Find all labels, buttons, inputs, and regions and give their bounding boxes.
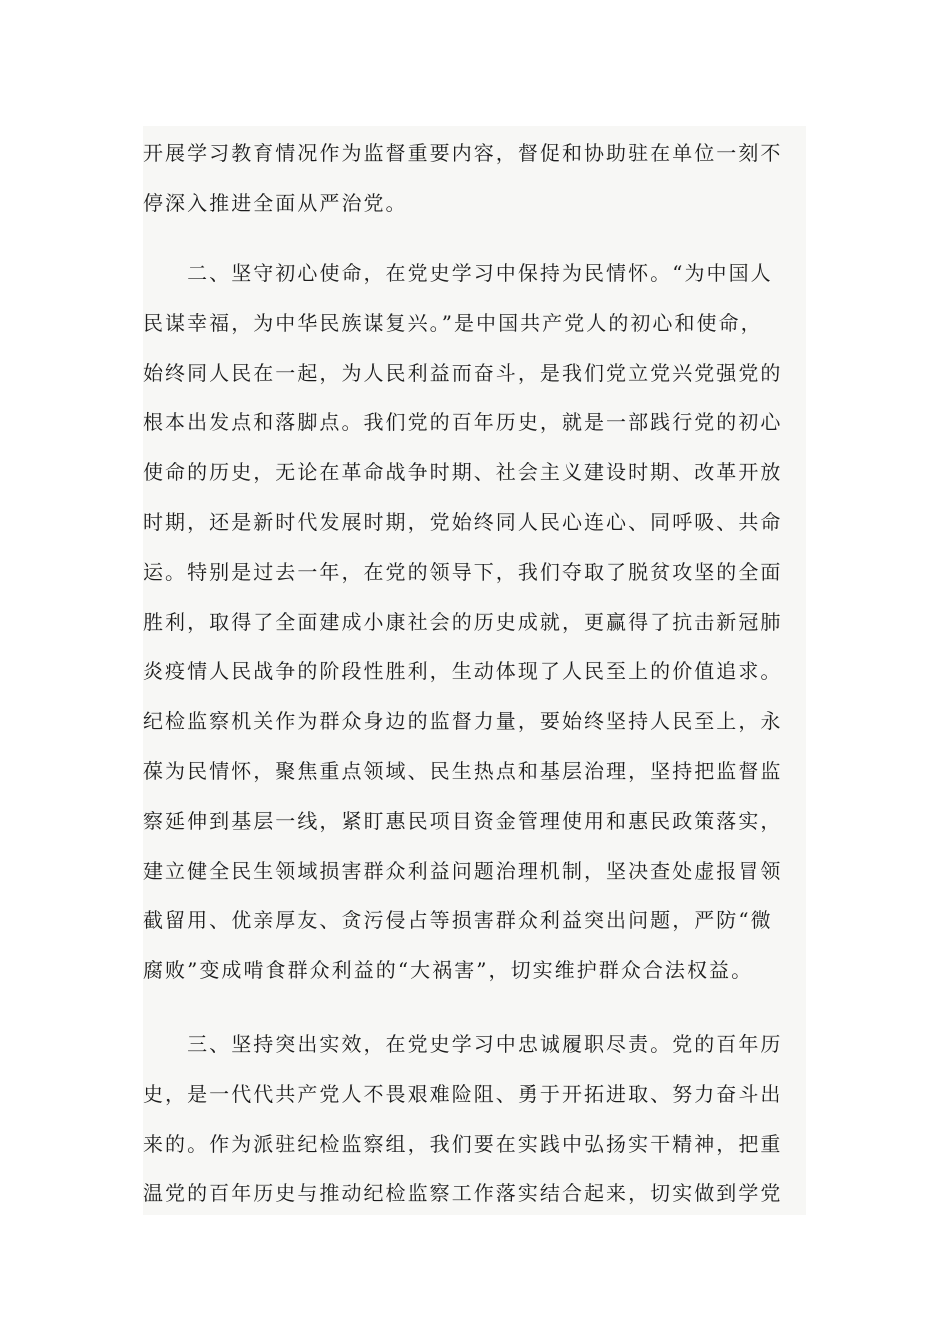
- text-line: 运。特别是过去一年，在党的领导下，我们夺取了脱贫攻坚的全面: [143, 559, 783, 584]
- text-line: 截留用、优亲厚友、贪污侵占等损害群众利益突出问题，严防“微: [143, 908, 773, 933]
- text-line: 史，是一代代共产党人不畏艰难险阻、勇于开拓进取、努力奋斗出: [143, 1081, 783, 1106]
- paragraph-2: [143, 249, 782, 996]
- text-line: 建立健全民生领域损害群众利益问题治理机制，坚决查处虚报冒领: [143, 858, 783, 883]
- text-line: 根本出发点和落脚点。我们党的百年历史，就是一部践行党的初心: [143, 410, 783, 435]
- document-text-area: [143, 126, 806, 1215]
- paragraph-1: [143, 129, 782, 229]
- text-line: 温党的百年历史与推动纪检监察工作落实结合起来，切实做到学党: [143, 1181, 783, 1206]
- text-line: 胜利，取得了全面建成小康社会的历史成就，更赢得了抗击新冠肺: [143, 609, 783, 634]
- text-line: 始终同人民在一起，为人民利益而奋斗，是我们党立党兴党强党的: [143, 360, 783, 385]
- text-line: 来的。作为派驻纪检监察组，我们要在实践中弘扬实干精神，把重: [143, 1131, 783, 1156]
- text-line: 炎疫情人民战争的阶段性胜利，生动体现了人民至上的价值追求。: [143, 659, 783, 684]
- text-line: 使命的历史，无论在革命战争时期、社会主义建设时期、改革开放: [143, 460, 783, 485]
- text-line: 停深入推进全面从严治党。: [143, 190, 408, 215]
- text-line: 纪检监察机关作为群众身边的监督力量，要始终坚持人民至上，永: [143, 709, 783, 734]
- text-line: 二、坚守初心使命，在党史学习中保持为民情怀。“为中国人: [143, 261, 773, 285]
- text-line: 民谋幸福，为中华民族谋复兴。”是中国共产党人的初心和使命，: [143, 310, 763, 335]
- text-line: 腐败”变成啃食群众利益的“大祸害”，切实维护群众合法权益。: [143, 958, 754, 983]
- text-line: 葆为民情怀，聚焦重点领域、民生热点和基层治理，坚持把监督监: [143, 758, 783, 783]
- text-line: 察延伸到基层一线，紧盯惠民项目资金管理使用和惠民政策落实，: [143, 808, 783, 833]
- text-line: 三、坚持突出实效，在党史学习中忠诚履职尽责。党的百年历: [143, 1032, 783, 1056]
- text-line: 开展学习教育情况作为监督重要内容，督促和协助驻在单位一刻不: [143, 141, 783, 165]
- text-line: 时期，还是新时代发展时期，党始终同人民心连心、同呼吸、共命: [143, 509, 783, 534]
- paragraph-3: [143, 1020, 782, 1219]
